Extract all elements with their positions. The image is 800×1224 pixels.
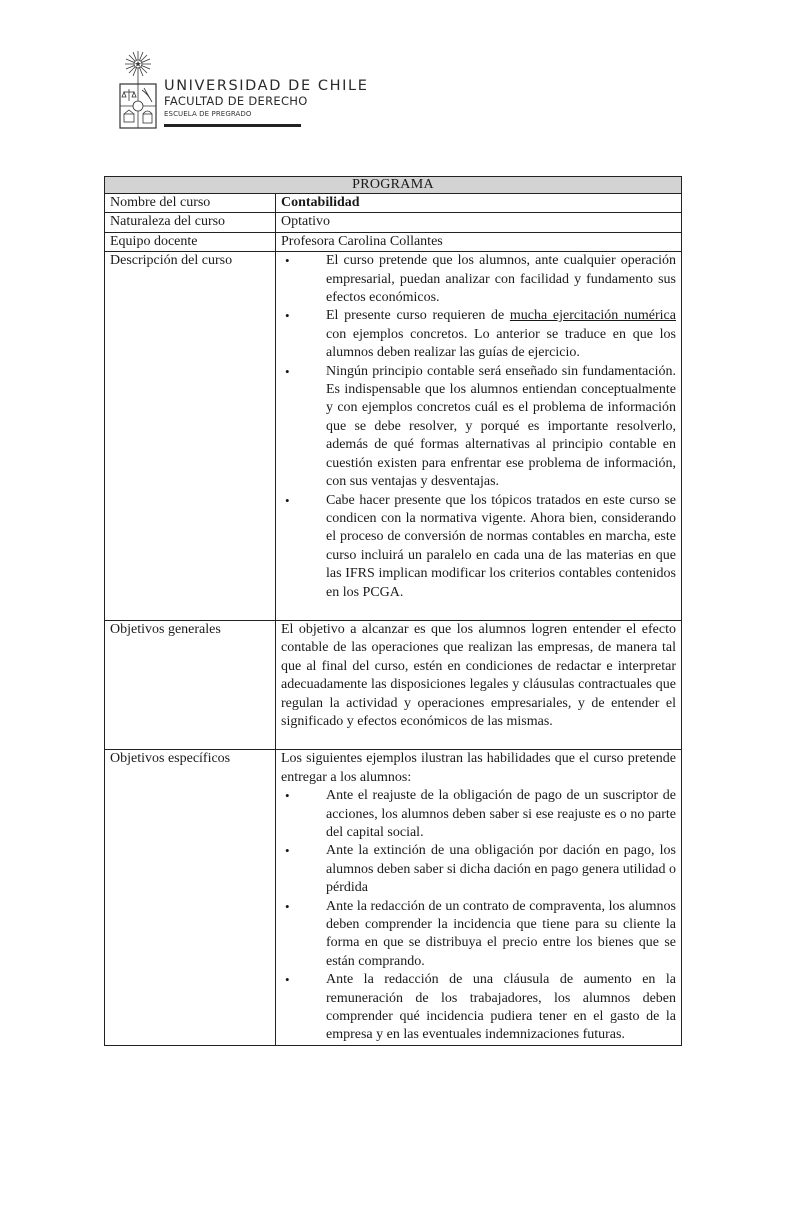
table-row xyxy=(105,750,682,1046)
general-objectives-value: El objetivo a alcanzar es que los alumnos logren entender el efecto contable de las operaciones que realizan las empresas, de manera tal que al final del curso, estén en condiciones de redactar e interpretar adecuadamente las disposiciones legales y cláusulas contractuales que regulan la actividad y operaciones empresariales, y de entender el significado y efectos económicos de las mismas. xyxy=(276,620,682,749)
university-crest-icon xyxy=(118,48,166,134)
university-name: UNIVERSIDAD DE CHILE xyxy=(164,78,369,94)
course-nature-label: Naturaleza del curso xyxy=(105,213,276,232)
logo-underline xyxy=(164,124,301,127)
teaching-team-value: Profesora Carolina Collantes xyxy=(276,232,682,251)
course-name-label: Nombre del curso xyxy=(105,194,276,213)
table-row xyxy=(105,232,682,251)
list-item xyxy=(281,307,676,362)
list-item: • Cabe hacer presente que los tópicos tratados en este curso se condicen con la normativa vigente. Ahora bien, considerando el proceso de conversión de normas contables en marcha, este curso incluirá un paralelo en cada una de las materias en que las IFRS implican modificar los criterios contables contenidos en los PCGA. xyxy=(281,492,676,602)
school-name: ESCUELA DE PREGRADO xyxy=(164,110,252,118)
bullet-text: con ejemplos concretos. Lo anterior se traduce en que los alumnos deben realizar las guías de ejercicio. xyxy=(326,326,676,361)
list-item: • El curso pretende que los alumnos, ante cualquier operación empresarial, puedan analizar con facilidad y fundamento sus efectos económicos. xyxy=(281,252,676,307)
table-title: PROGRAMA xyxy=(105,177,682,194)
description-bullet-list xyxy=(281,252,676,602)
specific-objectives-label: Objetivos específicos xyxy=(105,750,276,1046)
description-value xyxy=(276,252,682,621)
teaching-team-label: Equipo docente xyxy=(105,232,276,251)
table-row xyxy=(105,620,682,749)
table-row xyxy=(105,252,682,621)
course-nature-value: Optativo xyxy=(276,213,682,232)
faculty-name: FACULTAD DE DERECHO xyxy=(164,94,308,108)
list-item: • Ningún principio contable será enseñado sin fundamentación. Es indispensable que los alumnos entiendan conceptualmente y con ejemplos concretos cuál es el problema de información que se debe resolver, y porqué es importante resolverlo, además de qué formas alternativas al principio contable en cuestión existen para enfrentar ese problema de información, con sus ventajas y desventajas. xyxy=(281,363,676,492)
description-label: Descripción del curso xyxy=(105,252,276,621)
bullet-text: El presente curso requieren de xyxy=(326,308,510,324)
list-item: • Ante la redacción de una cláusula de aumento en la remuneración de los trabajadores, los alumnos deben comprender qué incidencia pudiera tener en el gasto de la empresa y en las eventuales indemnizaciones futuras. xyxy=(281,971,676,1045)
program-table xyxy=(104,176,682,1046)
specific-objectives-bullet-list xyxy=(281,787,676,1045)
list-item: • Ante la redacción de un contrato de compraventa, los alumnos deben comprender la incidencia que tiene para su cliente la forma en que se distribuya el precio entre los bienes que se están comprando. xyxy=(281,898,676,972)
list-item: • Ante el reajuste de la obligación de pago de un suscriptor de acciones, los alumnos deben saber si ese reajuste es o no parte del capital social. xyxy=(281,787,676,842)
university-logo xyxy=(118,48,369,134)
course-name-value: Contabilidad xyxy=(276,194,682,213)
specific-objectives-value xyxy=(276,750,682,1046)
table-header-row xyxy=(105,177,682,194)
specific-objectives-intro: Los siguientes ejemplos ilustran las habilidades que el curso pretende entregar a los alumnos: xyxy=(281,751,676,785)
table-row xyxy=(105,194,682,213)
table-row xyxy=(105,213,682,232)
general-objectives-label: Objetivos generales xyxy=(105,620,276,749)
underlined-emphasis: mucha ejercitación numérica xyxy=(509,308,676,324)
list-item: • Ante la extinción de una obligación por dación en pago, los alumnos deben saber si dicha dación en pago genera utilidad o pérdida xyxy=(281,842,676,897)
